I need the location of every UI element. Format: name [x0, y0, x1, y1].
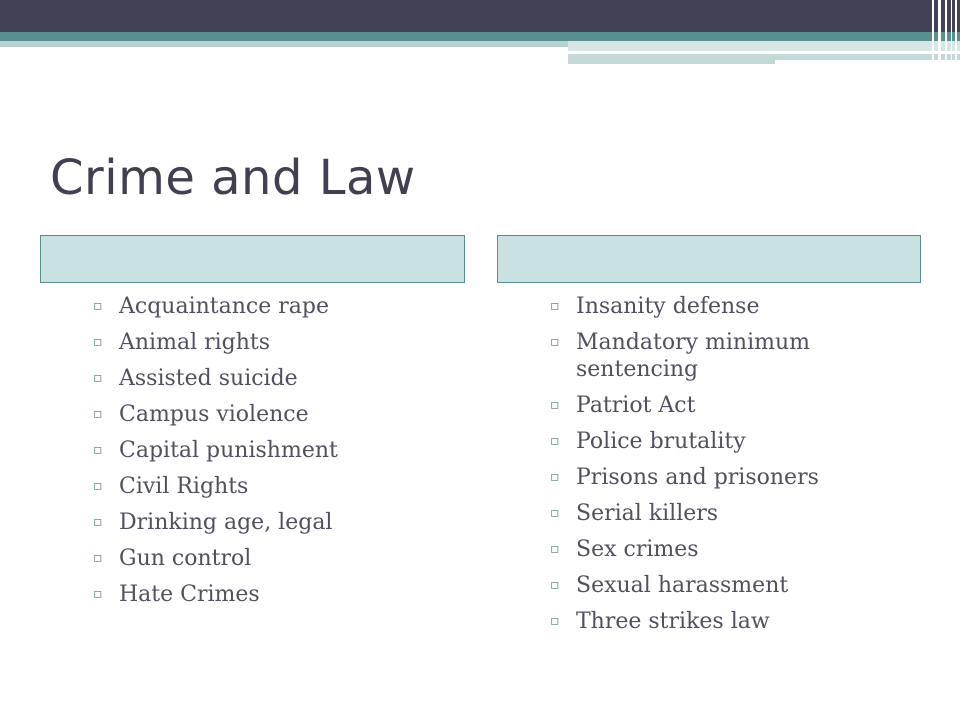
- list-item: [550, 293, 920, 320]
- right-column-header: [497, 235, 921, 283]
- list-item-label: Three strikes law: [576, 609, 770, 634]
- list-item: [550, 329, 920, 383]
- list-item-label: Mandatory minimum sentencing: [576, 330, 811, 382]
- top-band-dark: [0, 0, 960, 32]
- square-bullet-icon: ▫: [93, 298, 103, 314]
- corner-stripe: [938, 0, 941, 64]
- square-bullet-icon: ▫: [550, 397, 560, 413]
- list-item-label: Patriot Act: [576, 393, 696, 418]
- left-column-header: [40, 235, 465, 283]
- list-item-label: Assisted suicide: [119, 366, 298, 391]
- square-bullet-icon: ▫: [550, 613, 560, 629]
- list-item-label: Serial killers: [576, 501, 719, 526]
- corner-stripe: [951, 0, 952, 64]
- list-item: [550, 464, 920, 491]
- top-band-light: [0, 41, 568, 47]
- list-item-label: Campus violence: [119, 402, 309, 427]
- list-item: [550, 428, 920, 455]
- list-item: [93, 509, 453, 536]
- list-item-label: Hate Crimes: [119, 582, 260, 607]
- list-item: [93, 581, 453, 608]
- square-bullet-icon: ▫: [550, 577, 560, 593]
- list-item-label: Animal rights: [119, 330, 271, 355]
- list-item-label: Insanity defense: [576, 294, 760, 319]
- list-item-label: Sex crimes: [576, 537, 699, 562]
- square-bullet-icon: ▫: [93, 478, 103, 494]
- list-item: [93, 365, 453, 392]
- list-item: [93, 473, 453, 500]
- corner-stripe: [932, 0, 934, 64]
- square-bullet-icon: ▫: [93, 334, 103, 350]
- corner-stripe: [945, 0, 947, 64]
- square-bullet-icon: ▫: [550, 505, 560, 521]
- square-bullet-icon: ▫: [93, 586, 103, 602]
- square-bullet-icon: ▫: [550, 541, 560, 557]
- square-bullet-icon: ▫: [550, 298, 560, 314]
- list-item: [93, 401, 453, 428]
- list-item-label: Police brutality: [576, 429, 746, 454]
- list-item-label: Civil Rights: [119, 474, 249, 499]
- list-item: [550, 536, 920, 563]
- square-bullet-icon: ▫: [93, 370, 103, 386]
- list-item: [93, 293, 453, 320]
- list-item: [550, 500, 920, 527]
- left-topic-list: [93, 293, 453, 617]
- list-item-label: Sexual harassment: [576, 573, 789, 598]
- top-band-right-upper: [568, 41, 960, 51]
- list-item: [93, 545, 453, 572]
- square-bullet-icon: ▫: [93, 550, 103, 566]
- list-item: [550, 572, 920, 599]
- corner-stripe: [955, 0, 957, 64]
- top-band-teal: [0, 32, 960, 41]
- square-bullet-icon: ▫: [550, 433, 560, 449]
- list-item: [93, 329, 453, 356]
- square-bullet-icon: ▫: [550, 469, 560, 485]
- list-item-label: Gun control: [119, 546, 252, 571]
- list-item-label: Prisons and prisoners: [576, 465, 819, 490]
- list-item: [550, 392, 920, 419]
- square-bullet-icon: ▫: [93, 442, 103, 458]
- square-bullet-icon: ▫: [93, 406, 103, 422]
- square-bullet-icon: ▫: [93, 514, 103, 530]
- list-item-label: Capital punishment: [119, 438, 338, 463]
- square-bullet-icon: ▫: [550, 334, 560, 350]
- list-item-label: Acquaintance rape: [119, 294, 329, 319]
- list-item: [550, 608, 920, 635]
- list-item-label: Drinking age, legal: [119, 510, 333, 535]
- right-topic-list: [550, 293, 920, 644]
- list-item: [93, 437, 453, 464]
- slide-title: Crime and Law: [50, 150, 416, 206]
